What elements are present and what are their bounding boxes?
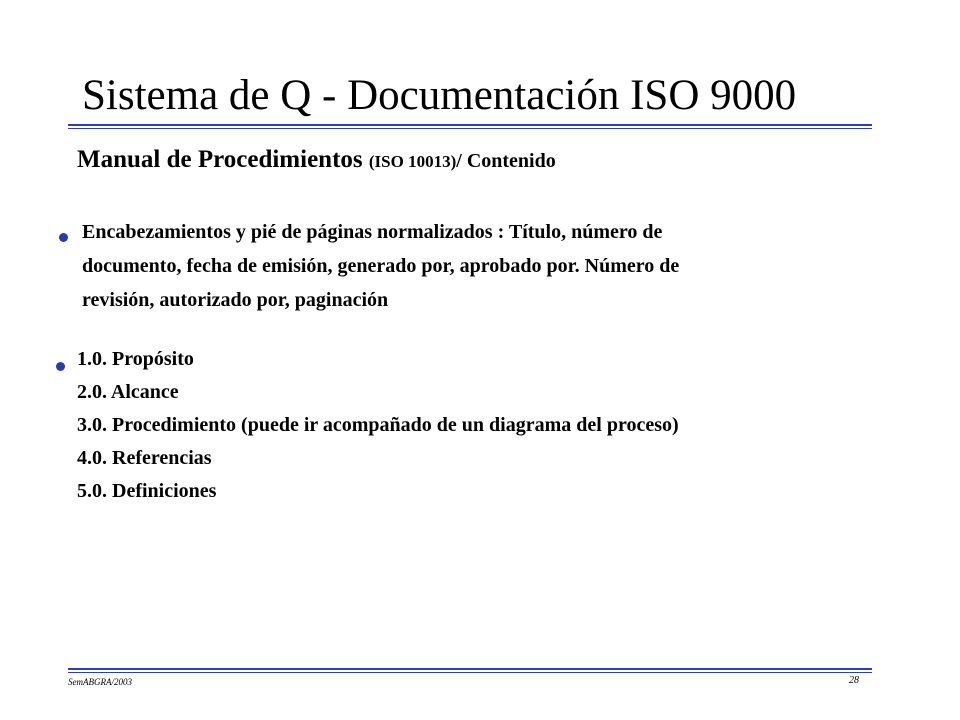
list-item: 3.0. Procedimiento (puede ir acompañado de un diagrama del proceso) [77, 414, 679, 436]
subtitle-standard: (ISO 10013) [368, 152, 457, 171]
footer-divider [68, 668, 872, 673]
bullet-icon [59, 233, 68, 242]
paragraph-line: Encabezamientos y pié de páginas normalizados : Título, número de [82, 221, 663, 243]
list-item: 5.0. Definiciones [77, 480, 217, 502]
sections-list [77, 343, 679, 508]
bullet-icon [56, 362, 65, 371]
list-item: 1.0. Propósito [77, 348, 194, 370]
page-number: 28 [849, 675, 859, 686]
slide-subtitle [77, 146, 556, 174]
list-item: 2.0. Alcance [77, 381, 179, 403]
header-footer-paragraph [82, 215, 892, 317]
slide-title: Sistema de Q - Documentación ISO 9000 [82, 72, 797, 119]
title-divider [68, 124, 872, 129]
footer-author: SemABGRA/2003 [68, 677, 132, 687]
list-item: 4.0. Referencias [77, 447, 212, 469]
subtitle-main: Manual de Procedimientos [77, 146, 369, 173]
paragraph-line: revisión, autorizado por, paginación [82, 289, 389, 311]
paragraph-line: documento, fecha de emisión, generado por, aprobado por. Número de [82, 255, 680, 277]
subtitle-contents: / Contenido [456, 150, 556, 172]
